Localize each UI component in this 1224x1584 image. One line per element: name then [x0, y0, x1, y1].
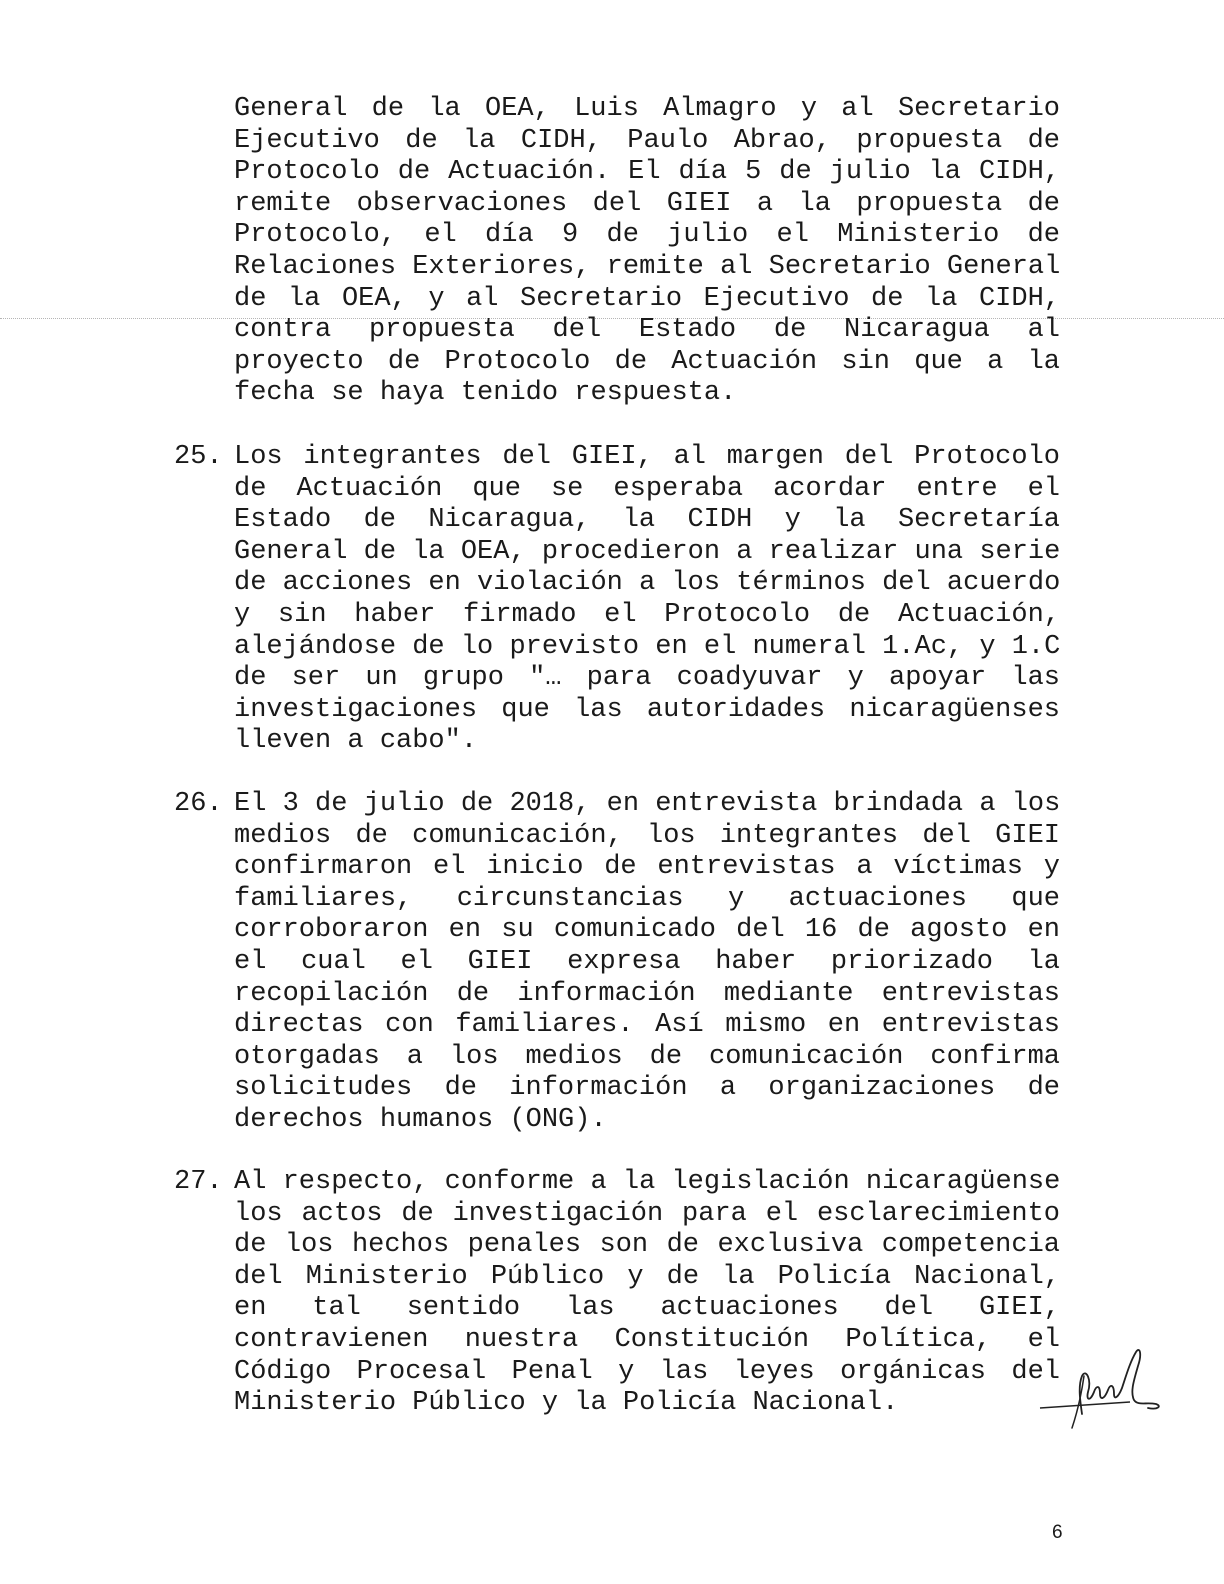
text-line: fecha se haya tenido respuesta.: [234, 378, 737, 409]
paragraph-24-continuation: [234, 94, 1060, 410]
text-line: Protocolo de Actuación. El día 5 de julio la CIDH,: [234, 157, 1060, 188]
text-line: lleven a cabo".: [234, 726, 478, 757]
text-line: Los integrantes del GIEI, al margen del Protocolo: [234, 442, 1060, 472]
text-line: El 3 de julio de 2018, en entrevista brindada a los: [234, 789, 1061, 819]
text-line: en tal sentido las actuaciones del GIEI,: [234, 1293, 1060, 1324]
text-line: Protocolo, el día 9 de julio el Ministerio de: [234, 220, 1060, 251]
text-line: de acciones en violación a los términos del acuerdo: [234, 568, 1061, 599]
text-line: de Actuación que se esperaba acordar entre el: [234, 473, 1060, 504]
text-line: Ministerio Público y la Policía Nacional.: [234, 1388, 899, 1419]
text-line: General de la OEA, Luis Almagro y al Secretario: [234, 94, 1060, 124]
text-line: del Ministerio Público y de la Policía Nacional,: [234, 1261, 1060, 1292]
text-line: Estado de Nicaragua, la CIDH y la Secretaría: [234, 505, 1060, 536]
text-line: derechos humanos (ONG).: [234, 1104, 607, 1135]
text-line: proyecto de Protocolo de Actuación sin que a la: [234, 346, 1060, 377]
text-line: medios de comunicación, los integrantes del GIEI: [234, 820, 1060, 851]
text-line: contra propuesta del Estado de Nicaragua al: [234, 315, 1060, 346]
text-line: investigaciones que las autoridades nicaragüenses: [234, 694, 1060, 725]
text-line: Ejecutivo de la CIDH, Paulo Abrao, propuesta de: [234, 125, 1060, 156]
text-line: de la OEA, y al Secretario Ejecutivo de la CIDH,: [234, 283, 1060, 314]
text-line: General de la OEA, procedieron a realizar una serie: [234, 536, 1061, 567]
paragraph-25: [234, 442, 1060, 758]
text-line: solicitudes de información a organizaciones de: [234, 1073, 1060, 1104]
text-line: Código Procesal Penal y las leyes orgánicas del: [234, 1356, 1060, 1387]
paragraph-number: 25.: [174, 442, 223, 472]
text-line: remite observaciones del GIEI a la propuesta de: [234, 188, 1060, 219]
text-line: corroboraron en su comunicado del 16 de agosto en: [234, 915, 1060, 946]
paragraph-number: 26.: [174, 789, 223, 819]
text-line: familiares, circunstancias y actuaciones que: [234, 883, 1060, 914]
text-line: los actos de investigación para el esclarecimiento: [234, 1198, 1060, 1229]
paragraph-number: 27.: [174, 1167, 223, 1197]
text-line: y sin haber firmado el Protocolo de Actuación,: [234, 599, 1060, 630]
text-line: confirmaron el inicio de entrevistas a víctimas y: [234, 852, 1060, 883]
text-line: recopilación de información mediante entrevistas: [234, 978, 1060, 1009]
text-line: Relaciones Exteriores, remite al Secretario General: [234, 251, 1061, 282]
paragraph-26: [234, 789, 1060, 1137]
page-number: 6: [1052, 1522, 1063, 1543]
text-line: directas con familiares. Así mismo en entrevistas: [234, 1010, 1060, 1041]
text-line: otorgadas a los medios de comunicación confirma: [234, 1041, 1060, 1072]
text-line: Al respecto, conforme a la legislación nicaragüense: [234, 1167, 1061, 1197]
text-line: alejándose de lo previsto en el numeral 1.Ac, y 1.C: [234, 631, 1061, 662]
paragraph-27: [234, 1167, 1060, 1420]
text-line: de los hechos penales son de exclusiva competencia: [234, 1230, 1060, 1261]
text-line: el cual el GIEI expresa haber priorizado la: [234, 946, 1060, 977]
handwritten-signature-icon: [1030, 1340, 1180, 1430]
text-line: de ser un grupo "… para coadyuvar y apoyar las: [234, 663, 1060, 694]
text-line: contravienen nuestra Constitución Política, el: [234, 1324, 1060, 1355]
